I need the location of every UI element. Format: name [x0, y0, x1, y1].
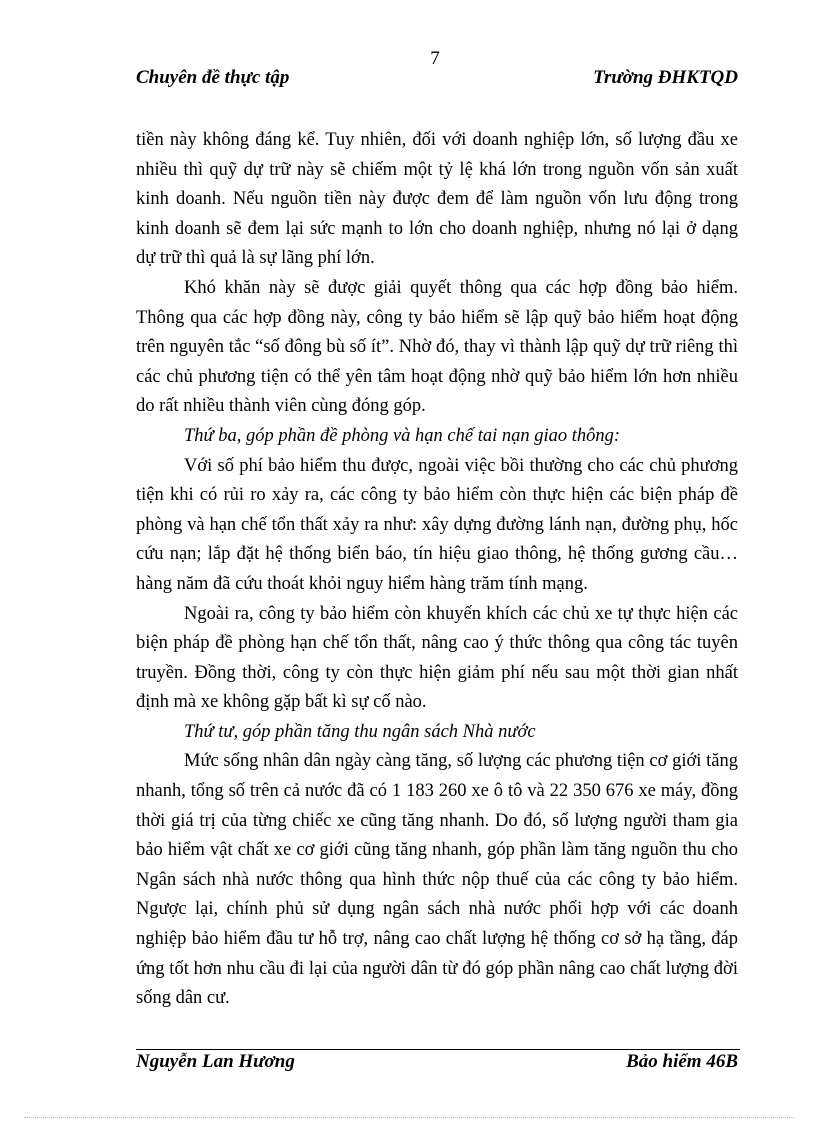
section-heading-third: Thứ ba, góp phần đề phòng và hạn chế tai nạn giao thông: [184, 425, 621, 446]
section-heading-fourth: Thứ tư, góp phần tăng thu ngân sách Nhà nước [184, 721, 536, 742]
paragraph-loss-prevention: Với số phí bảo hiểm thu được, ngoài việc bồi thường cho các chủ phương tiện khi có rủi ro xảy ra, các công ty bảo hiểm còn thực hiện các biện pháp đề phòng và hạn chế tổn thất xảy ra như: xây dựng đường lánh nạn, đường phụ, hốc cứu nạn; lắp đặt hệ thống biển báo, tín hiệu giao thông, hệ thống gương cầu… hàng năm đã cứu thoát khỏi nguy hiểm hàng trăm tính mạng. [136, 455, 738, 594]
page-number: 7 [430, 48, 440, 69]
footer-class: Bảo hiểm 46B [626, 1051, 738, 1072]
paragraph-continuation: tiền này không đáng kể. Tuy nhiên, đối với doanh nghiệp lớn, số lượng đầu xe nhiều thì quỹ dự trữ này sẽ chiếm một tỷ lệ khá lớn trong nguồn vốn sản xuất kinh doanh. Nếu nguồn tiền này được đem để làm nguồn vốn lưu động trong kinh doanh sẽ đem lại sức mạnh to lớn cho doanh nghiệp, nhưng nó lại ở dạng dự trữ thì quả là sự lãng phí lớn. [136, 130, 738, 269]
paragraph-encouragement: Ngoài ra, công ty bảo hiểm còn khuyến khích các chủ xe tự thực hiện các biện pháp đề phòng hạn chế tổn thất, nâng cao ý thức thông qua công tác tuyên truyền. Đồng thời, công ty còn thực hiện giảm phí nếu sau một thời gian nhất định mà xe không gặp bất kì sự cố nào. [136, 603, 738, 713]
footer-author: Nguyễn Lan Hương [136, 1051, 295, 1072]
document-body [136, 126, 738, 1014]
page-bottom-edge [24, 1117, 794, 1118]
paragraph-insurance-contracts: Khó khăn này sẽ được giải quyết thông qua các hợp đồng bảo hiểm. Thông qua các hợp đồng này, công ty bảo hiểm sẽ lập quỹ bảo hiểm hoạt động trên nguyên tắc “số đông bù số ít”. Nhờ đó, thay vì thành lập quỹ dự trữ riêng thì các chủ phương tiện có thể yên tâm hoạt động nhờ quỹ bảo hiểm lớn hơn nhiều do rất nhiều thành viên cùng đóng góp. [136, 277, 738, 417]
paragraph-state-budget: Mức sống nhân dân ngày càng tăng, số lượng các phương tiện cơ giới tăng nhanh, tổng số trên cả nước đã có 1 183 260 xe ô tô và 22 350 676 xe máy, đồng thời giá trị của từng chiếc xe cũng tăng nhanh. Do đó, số lượng người tham gia bảo hiểm vật chất xe cơ giới cũng tăng nhanh, góp phần làm tăng nguồn thu cho Ngân sách nhà nước thông qua hình thức nộp thuế của các công ty bảo hiểm. Ngược lại, chính phủ sử dụng ngân sách nhà nước phối hợp với các doanh nghiệp bảo hiểm đầu tư hỗ trợ, nâng cao chất lượng hệ thống cơ sở hạ tầng, đáp ứng tốt hơn nhu cầu đi lại của người dân từ đó góp phần nâng cao chất lượng đời sống dân cư. [136, 751, 738, 1009]
header-university: Trường ĐHKTQD [593, 67, 738, 88]
header-document-title: Chuyên đề thực tập [136, 67, 290, 88]
footer-divider [136, 1049, 740, 1050]
